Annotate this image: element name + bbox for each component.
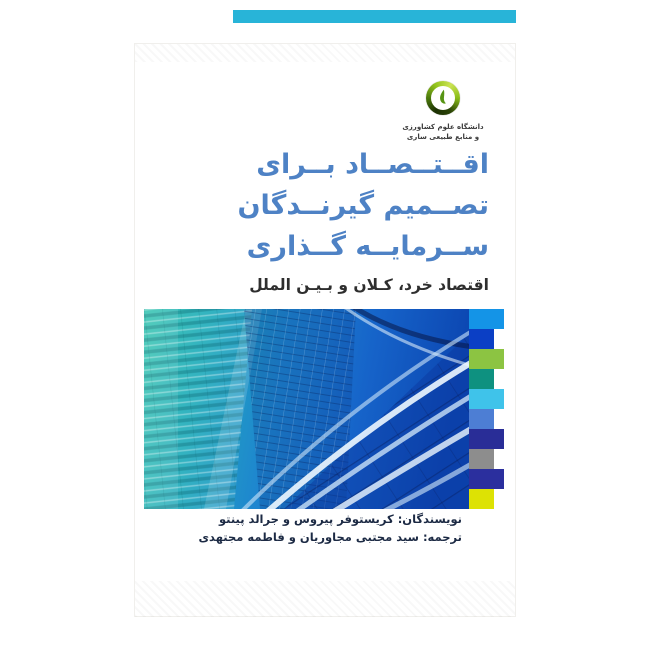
color-square-6 — [469, 409, 494, 429]
color-square-4 — [469, 369, 494, 389]
title-line-3: ســرمایــه گــذاری — [246, 231, 489, 262]
book-title — [145, 144, 489, 267]
book-subtitle: اقتصاد خرد، کـلان و بـیـن الملل — [249, 276, 489, 294]
color-square-7 — [469, 429, 504, 449]
logo-text-line2: و منابع طبیعی ساری — [406, 132, 480, 141]
cover-texture-bottom — [135, 581, 515, 617]
color-square-8 — [469, 449, 494, 469]
cover-photo-row — [135, 309, 515, 509]
color-square-10 — [469, 489, 494, 509]
color-square-2 — [469, 329, 494, 349]
credits-block — [145, 511, 462, 546]
authors-line: نویسندگان: کریستوفر پیروس و جرالد پینتو — [218, 512, 462, 526]
title-line-1: اقــتــصــاد بــرای — [256, 149, 489, 180]
color-squares-column — [469, 309, 509, 509]
top-accent-bar — [233, 10, 516, 23]
color-square-3 — [469, 349, 504, 369]
university-logo-icon — [426, 81, 460, 115]
title-line-2: تصــمیم گیرنــدگان — [237, 190, 489, 221]
publisher-logo — [383, 81, 503, 142]
translators-line: ترجمه: سید مجتبی مجاوریان و فاطمه مجتهدی — [198, 529, 462, 544]
color-square-9 — [469, 469, 504, 489]
logo-text-line1: دانشگاه علوم کشاورزی — [402, 123, 484, 131]
color-square-1 — [469, 309, 504, 329]
skyscraper-photo — [144, 309, 469, 509]
cover-texture-top — [135, 44, 515, 62]
color-square-5 — [469, 389, 504, 409]
book-cover — [134, 43, 516, 617]
logo-leaf-icon — [431, 86, 455, 110]
